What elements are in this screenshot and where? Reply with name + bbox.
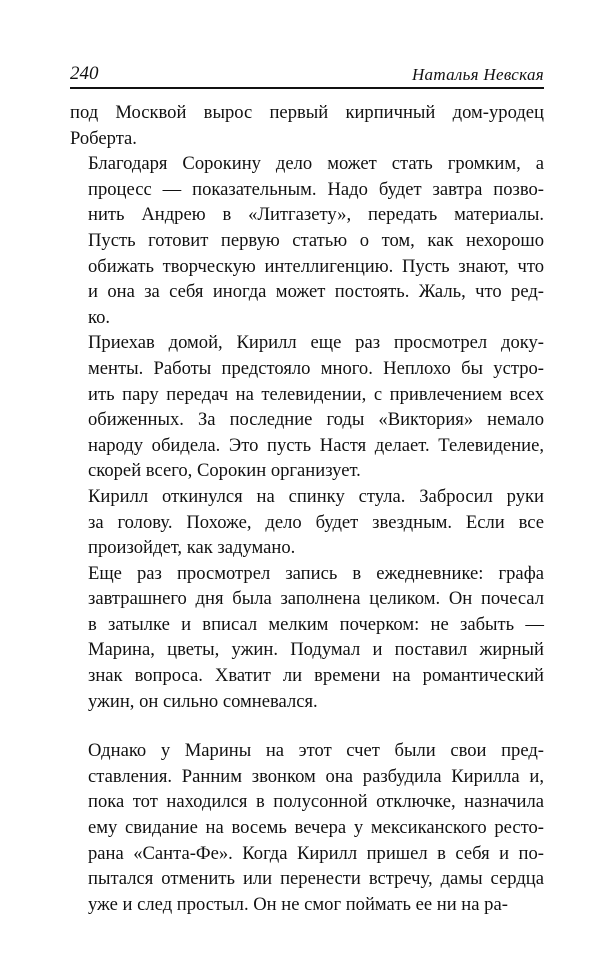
text-line: ставления. Ранним звонком она разбудила Кирилла и,: [88, 765, 544, 787]
text-line: обиженных. За последние годы «Виктория» немало: [88, 409, 544, 431]
text-line: уже и след простыл. Он не смог поймать ее ни на ра-: [88, 893, 508, 915]
text-line: произойдет, как задумано.: [88, 537, 296, 559]
text-line: ему свидание на восемь вечера у мексиканского ресто-: [88, 817, 544, 839]
text-line: рана «Санта-Фе». Когда Кирилл пришел в себя и по-: [88, 842, 544, 864]
text-line: Приехав домой, Кирилл еще раз просмотрел доку-: [88, 332, 544, 354]
paragraph: [70, 561, 544, 715]
text-line: скорей всего, Сорокин организует.: [88, 460, 361, 482]
paragraph: [70, 484, 544, 561]
text-line: обижать творческую интеллигенцию. Пусть знают, что: [88, 255, 544, 277]
text-line: Кирилл откинулся на спинку стула. Забросил руки: [88, 485, 544, 507]
text-line: пытался отменить или перенести встречу, дамы сердца: [88, 868, 544, 890]
text-line: Благодаря Сорокину дело может стать громким, а: [88, 153, 544, 175]
text-line: завтрашнего дня была заполнена целиком. Он почесал: [88, 588, 544, 610]
text-line: знак вопроса. Хватит ли времени на романтический: [88, 665, 544, 687]
text-line: ить пару передач на телевидении, с привлечением всех: [88, 383, 544, 405]
section-break: [70, 714, 544, 738]
paragraph: [70, 151, 544, 330]
text-line: под Москвой вырос первый кирпичный дом-уродец: [70, 102, 544, 123]
text-line: процесс — показательным. Надо будет завтра позво-: [88, 178, 544, 200]
text-line: Еще раз просмотрел запись в ежедневнике: графа: [88, 562, 544, 584]
running-title: Наталья Невская: [411, 65, 544, 84]
text-line: Марина, цветы, ужин. Подумал и поставил жирный: [88, 639, 544, 661]
text-line: и она за себя иногда может постоять. Жаль, что ред-: [88, 281, 544, 303]
paragraph: [70, 738, 544, 917]
page-number: 240: [70, 63, 99, 84]
text-line: за голову. Похоже, дело будет звездным. Если все: [88, 511, 544, 533]
text-line: народу обидела. Это пусть Настя делает. Телевидение,: [88, 434, 544, 456]
page-header: [70, 63, 544, 89]
body-text: [70, 100, 544, 917]
text-line: нить Андрею в «Литгазету», передать материалы.: [88, 204, 544, 226]
text-line: Роберта.: [70, 127, 137, 149]
paragraph: [70, 100, 544, 151]
text-line: в затылке и вписал мелким почерком: не забыть —: [88, 613, 544, 635]
paragraph: [70, 330, 544, 484]
text-line: ко.: [88, 306, 111, 328]
text-line: Пусть готовит первую статью о том, как нехорошо: [88, 229, 544, 251]
text-line: ужин, он сильно сомневался.: [88, 690, 318, 712]
text-line: пока тот находился в полусонной отключке, назначила: [88, 791, 544, 813]
text-line: Однако у Марины на этот счет были свои пред-: [88, 740, 544, 762]
text-line: менты. Работы предстояло много. Неплохо бы устро-: [88, 357, 544, 379]
